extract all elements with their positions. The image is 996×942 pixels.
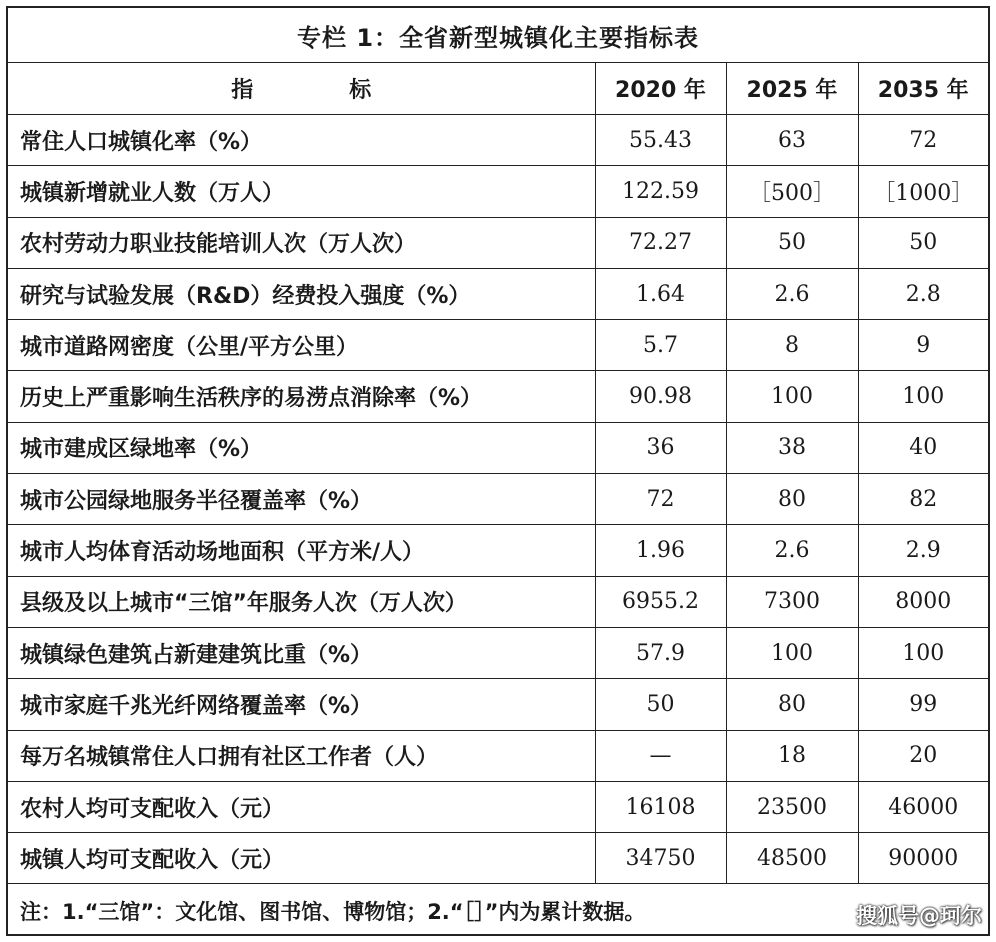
table-row	[8, 217, 988, 268]
cell-2035: 46000	[858, 781, 988, 832]
cell-2025: 2.6	[726, 268, 858, 319]
table-row	[8, 627, 988, 678]
cell-2025: 80	[726, 474, 858, 525]
table-row	[8, 422, 988, 473]
table-footnote	[8, 884, 988, 938]
cell-2035: 82	[858, 474, 988, 525]
cell-2020: —	[595, 730, 726, 781]
cell-2020: 5.7	[595, 320, 726, 371]
row-indicator-name: 城市建成区绿地率（%）	[8, 422, 595, 473]
cell-2025: 100	[726, 371, 858, 422]
table-row	[8, 474, 988, 525]
footnote-text: 注：1.“三馆”：文化馆、图书馆、博物馆；2.“［］”内为累计数据。	[20, 900, 646, 925]
cell-2020: 90.98	[595, 371, 726, 422]
indicator-table-sheet	[6, 6, 990, 936]
cell-2025: 50	[726, 217, 858, 268]
row-indicator-name: 每万名城镇常住人口拥有社区工作者（人）	[8, 730, 595, 781]
table-row	[8, 525, 988, 576]
cell-2025: 38	[726, 422, 858, 473]
table-row	[8, 268, 988, 319]
cell-2035: 20	[858, 730, 988, 781]
row-indicator-name: 县级及以上城市“三馆”年服务人次（万人次）	[8, 576, 595, 627]
header-year-2020: 2020 年	[595, 63, 726, 115]
row-indicator-name: 城镇绿色建筑占新建建筑比重（%）	[8, 627, 595, 678]
cell-2025: ［500］	[726, 166, 858, 217]
cell-2035: 72	[858, 115, 988, 166]
cell-2020: 57.9	[595, 627, 726, 678]
table-row	[8, 781, 988, 832]
row-indicator-name: 城市公园绿地服务半径覆盖率（%）	[8, 474, 595, 525]
cell-2035: 100	[858, 371, 988, 422]
cell-2020: 16108	[595, 781, 726, 832]
cell-2035: 2.8	[858, 268, 988, 319]
cell-2035: 40	[858, 422, 988, 473]
cell-2020: 6955.2	[595, 576, 726, 627]
table-row	[8, 320, 988, 371]
row-indicator-name: 城镇人均可支配收入（元）	[8, 833, 595, 884]
cell-2035: 100	[858, 627, 988, 678]
table-row	[8, 833, 988, 884]
row-indicator-name: 常住人口城镇化率（%）	[8, 115, 595, 166]
table-row	[8, 679, 988, 730]
cell-2025: 7300	[726, 576, 858, 627]
cell-2035: 9	[858, 320, 988, 371]
row-indicator-name: 研究与试验发展（R&D）经费投入强度（%）	[8, 268, 595, 319]
cell-2025: 63	[726, 115, 858, 166]
cell-2020: 1.96	[595, 525, 726, 576]
cell-2020: 122.59	[595, 166, 726, 217]
table-title: 专栏 1：全省新型城镇化主要指标表	[8, 8, 988, 63]
cell-2020: 72.27	[595, 217, 726, 268]
cell-2020: 55.43	[595, 115, 726, 166]
cell-2035: 99	[858, 679, 988, 730]
header-year-2025: 2025 年	[726, 63, 858, 115]
table-row	[8, 166, 988, 217]
cell-2035: 8000	[858, 576, 988, 627]
cell-2035: ［1000］	[858, 166, 988, 217]
cell-2020: 34750	[595, 833, 726, 884]
watermark: 搜狐号@珂尔	[856, 904, 982, 928]
row-indicator-name: 城市道路网密度（公里/平方公里）	[8, 320, 595, 371]
row-indicator-name: 农村劳动力职业技能培训人次（万人次）	[8, 217, 595, 268]
indicators-table	[8, 63, 988, 884]
row-indicator-name: 农村人均可支配收入（元）	[8, 781, 595, 832]
row-indicator-name: 城市家庭千兆光纤网络覆盖率（%）	[8, 679, 595, 730]
cell-2035: 2.9	[858, 525, 988, 576]
cell-2020: 36	[595, 422, 726, 473]
cell-2020: 1.64	[595, 268, 726, 319]
cell-2025: 100	[726, 627, 858, 678]
cell-2020: 50	[595, 679, 726, 730]
table-row	[8, 115, 988, 166]
row-indicator-name: 城市人均体育活动场地面积（平方米/人）	[8, 525, 595, 576]
cell-2025: 48500	[726, 833, 858, 884]
header-year-2035: 2035 年	[858, 63, 988, 115]
table-header-row	[8, 63, 988, 115]
row-indicator-name: 历史上严重影响生活秩序的易涝点消除率（%）	[8, 371, 595, 422]
header-indicator-char1: 指	[231, 78, 254, 103]
table-row	[8, 371, 988, 422]
cell-2025: 2.6	[726, 525, 858, 576]
cell-2035: 50	[858, 217, 988, 268]
table-row	[8, 576, 988, 627]
table-row	[8, 730, 988, 781]
cell-2025: 80	[726, 679, 858, 730]
cell-2020: 72	[595, 474, 726, 525]
cell-2025: 23500	[726, 781, 858, 832]
row-indicator-name: 城镇新增就业人数（万人）	[8, 166, 595, 217]
cell-2035: 90000	[858, 833, 988, 884]
header-indicator	[8, 63, 595, 115]
header-indicator-char2: 标	[349, 78, 372, 103]
cell-2025: 8	[726, 320, 858, 371]
cell-2025: 18	[726, 730, 858, 781]
